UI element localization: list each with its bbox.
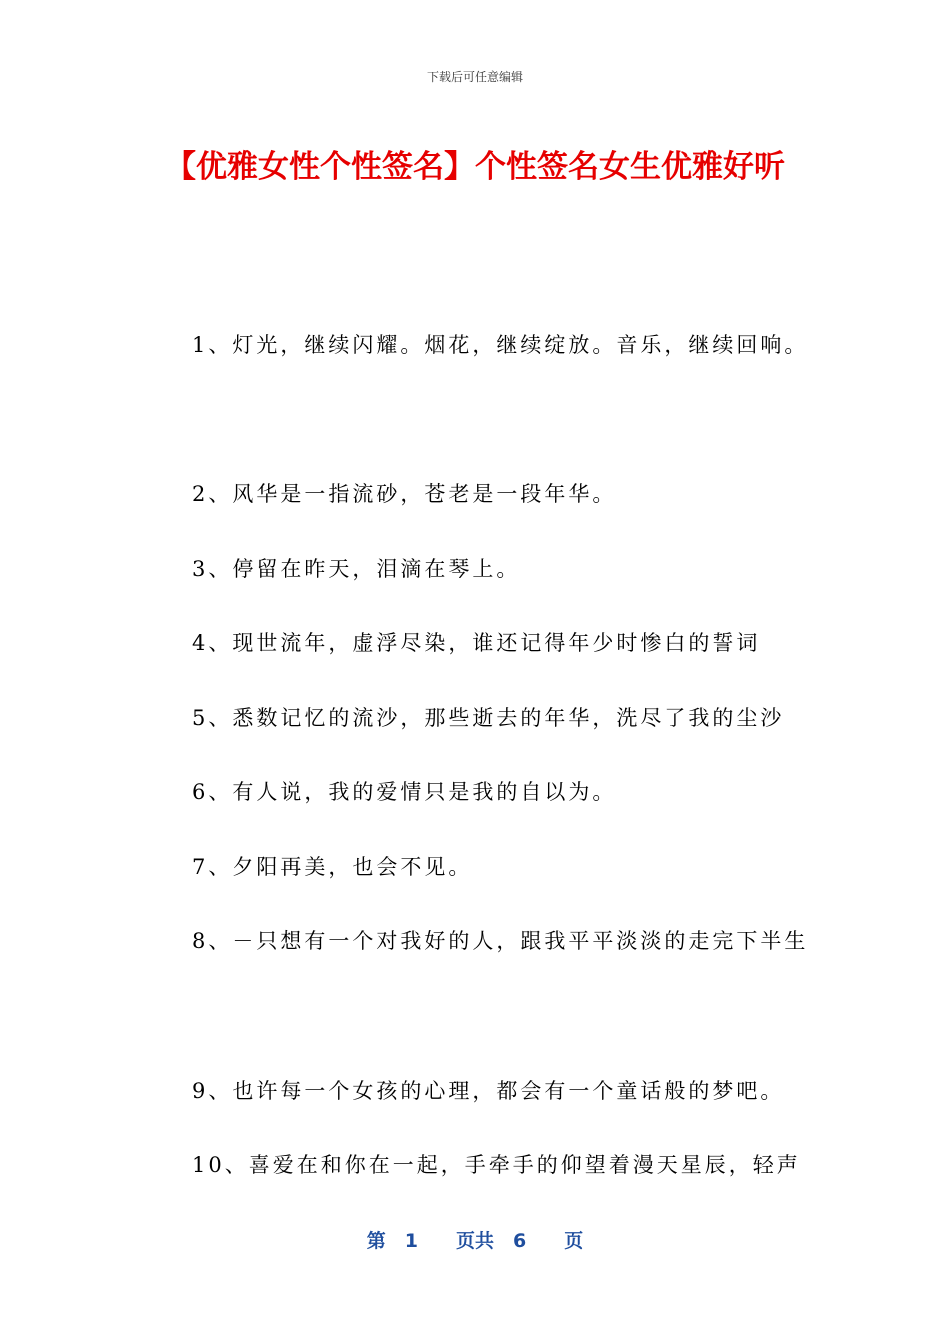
list-item: 1、灯光，继续闪耀。烟花，继续绽放。音乐，继续回响。: [192, 333, 809, 357]
list-item: 5、悉数记忆的流沙，那些逝去的年华，洗尽了我的尘沙: [192, 706, 785, 730]
page-footer: 第 1 页共 6 页: [366, 1230, 584, 1252]
header-note: 下载后可任意编辑: [426, 70, 523, 84]
document-title: 【优雅女性个性签名】个性签名女生优雅好听: [165, 149, 785, 185]
list-item: 10、喜爱在和你在一起，手牵手的仰望着漫天星辰，轻声: [192, 1153, 801, 1177]
list-item: 6、有人说，我的爱情只是我的自以为。: [192, 780, 617, 804]
list-item: 9、也许每一个女孩的心理，都会有一个童话般的梦吧。: [192, 1079, 785, 1103]
list-item: 8、－只想有一个对我好的人，跟我平平淡淡的走完下半生: [192, 929, 809, 953]
list-item: 4、现世流年，虚浮尽染，谁还记得年少时惨白的誓词: [192, 631, 761, 655]
list-item: 2、风华是一指流砂，苍老是一段年华。: [192, 482, 617, 506]
list-item: 3、停留在昨天，泪滴在琴上。: [192, 557, 521, 581]
list-item: 7、夕阳再美，也会不见。: [192, 855, 473, 879]
